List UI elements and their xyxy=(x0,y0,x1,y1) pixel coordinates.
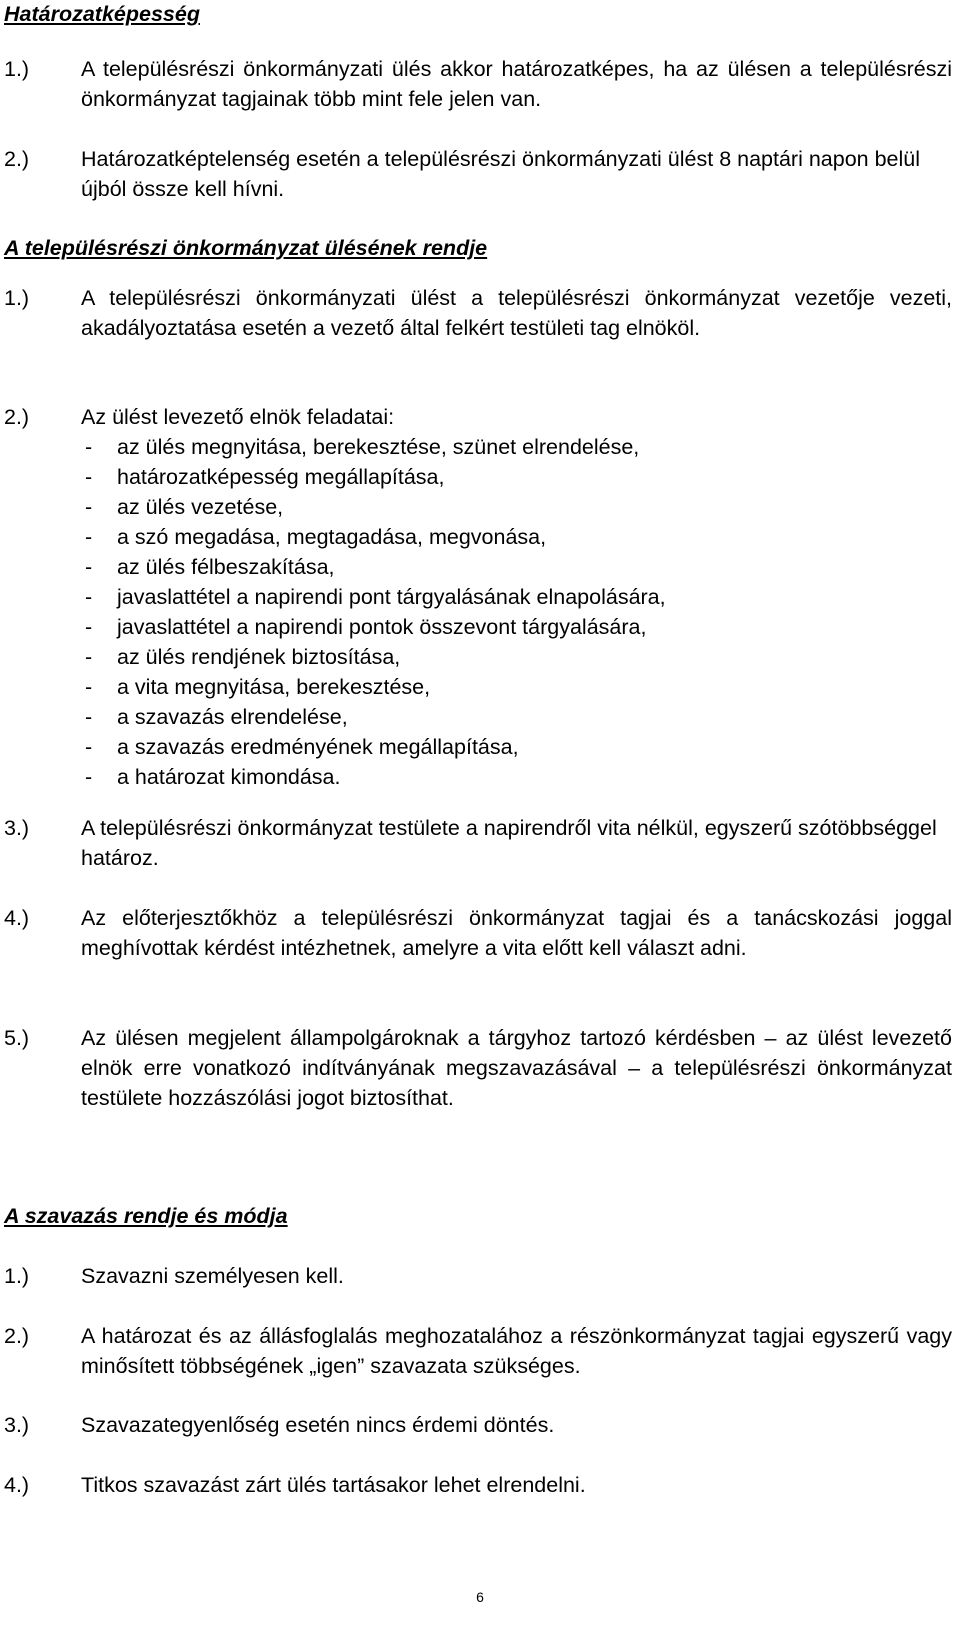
item-number: 2.) xyxy=(4,1324,30,1348)
item-text: Határozatképtelenség esetén a településrészi önkormányzati ülést 8 naptári napon belül újból össze kell hívni. xyxy=(81,147,921,201)
item-number: 3.) xyxy=(4,1413,30,1437)
list-item xyxy=(4,1261,952,1291)
list-item xyxy=(4,903,952,963)
list-item: - az ülés félbeszakítása, xyxy=(81,552,952,582)
list-item: - az ülés vezetése, xyxy=(81,492,952,522)
duties-list xyxy=(81,432,952,792)
item-number: 4.) xyxy=(4,906,30,930)
list-item: - a határozat kimondása. xyxy=(81,762,952,792)
section-heading-hatarozatkepesseg: Határozatképesség xyxy=(4,2,200,26)
item-number: 2.) xyxy=(4,147,30,171)
list-item: - javaslattétel a napirendi pont tárgyalásának elnapolására, xyxy=(81,582,952,612)
item-text: Szavazategyenlőség esetén nincs érdemi döntés. xyxy=(81,1413,555,1437)
item-text: A településrészi önkormányzati ülés akkor határozatképes, ha az ülésen a településrészi önkormányzat tagjainak több mint fele jelen van. xyxy=(81,57,952,111)
list-item xyxy=(4,402,952,792)
item-number: 3.) xyxy=(4,816,30,840)
list-item xyxy=(4,144,952,204)
item-text: Titkos szavazást zárt ülés tartásakor lehet elrendelni. xyxy=(81,1473,586,1497)
list-item: - a szó megadása, megtagadása, megvonása, xyxy=(81,522,952,552)
item-text: A településrészi önkormányzati ülést a településrészi önkormányzat vezetője vezeti, akadályoztatása esetén a vezető által felkért testületi tag elnököl. xyxy=(81,286,952,340)
list-item: - a szavazás elrendelése, xyxy=(81,702,952,732)
item-number: 2.) xyxy=(4,405,30,429)
item-text: A határozat és az állásfoglalás meghozatalához a részönkormányzat tagjai egyszerű vagy minősített többségének „igen” szavazata szükséges. xyxy=(81,1324,952,1378)
list-item xyxy=(4,1410,952,1440)
item-number: 1.) xyxy=(4,57,30,81)
item-number: 1.) xyxy=(4,286,30,310)
list-item: - az ülés rendjének biztosítása, xyxy=(81,642,952,672)
item-number: 4.) xyxy=(4,1473,30,1497)
page-number: 6 xyxy=(476,1589,484,1605)
list-item: - a vita megnyitása, berekesztése, xyxy=(81,672,952,702)
list-item xyxy=(4,1321,952,1381)
item-text: Az ülést levezető elnök feladatai: xyxy=(81,405,395,429)
list-item: - a szavazás eredményének megállapítása, xyxy=(81,732,952,762)
section-heading-ules-rendje: A településrészi önkormányzat ülésének rendje xyxy=(4,236,488,260)
list-item xyxy=(4,1470,952,1500)
list-item: - javaslattétel a napirendi pontok összevont tárgyalására, xyxy=(81,612,952,642)
list-item: - határozatképesség megállapítása, xyxy=(81,462,952,492)
item-number: 1.) xyxy=(4,1264,30,1288)
item-text: Szavazni személyesen kell. xyxy=(81,1264,344,1288)
list-item: - az ülés megnyitása, berekesztése, szünet elrendelése, xyxy=(81,432,952,462)
item-text: Az ülésen megjelent állampolgároknak a tárgyhoz tartozó kérdésben – az ülést levezető elnök erre vonatkozó indítványának megszavazásával – a településrészi önkormányzat testülete hozzászólási jogot biztosíthat. xyxy=(81,1026,952,1110)
list-item xyxy=(4,283,952,343)
item-number: 5.) xyxy=(4,1026,30,1050)
list-item xyxy=(4,1023,952,1113)
item-text: Az előterjesztőkhöz a településrészi önkormányzat tagjai és a tanácskozási joggal meghívottak kérdést intézhetnek, amelyre a vita előtt kell választ adni. xyxy=(81,906,952,960)
list-item xyxy=(4,813,952,873)
list-item xyxy=(4,54,952,114)
section-heading-szavazas-rendje: A szavazás rendje és módja xyxy=(4,1204,288,1228)
item-text: A településrészi önkormányzat testülete a napirendről vita nélkül, egyszerű szótöbbséggel határoz. xyxy=(81,816,937,870)
